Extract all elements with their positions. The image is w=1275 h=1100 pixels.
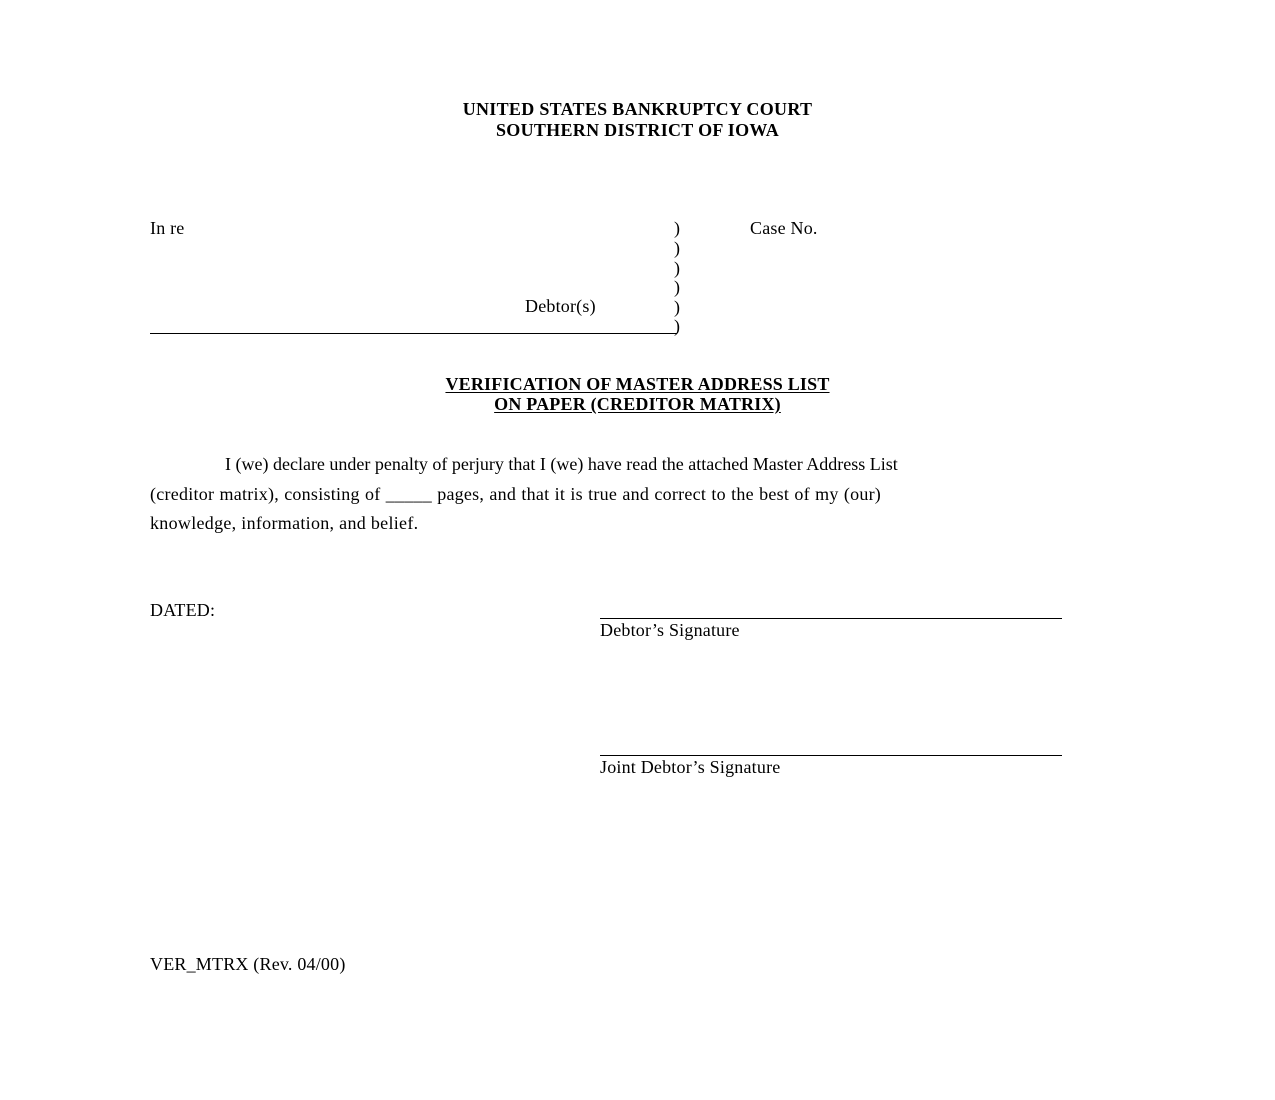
- caption-paren: ): [674, 277, 680, 297]
- declaration-line: I (we) declare under penalty of perjury that I (we) have read the attached Master Address List: [225, 454, 898, 474]
- form-identifier: VER_MTRX (Rev. 04/00): [150, 954, 346, 974]
- case-number-label: Case No.: [750, 218, 818, 238]
- joint-debtor-signature-label: Joint Debtor’s Signature: [600, 757, 781, 777]
- declaration-line: (creditor matrix), consisting of _____ pages, and that it is true and correct to the best of my (our): [150, 483, 882, 504]
- caption-paren: ): [674, 316, 680, 336]
- declaration-paragraph: [150, 450, 1135, 539]
- debtor-signature-label: Debtor’s Signature: [600, 620, 740, 640]
- declaration-line: knowledge, information, and belief.: [150, 513, 419, 533]
- caption-paren: ): [674, 258, 680, 278]
- caption-rule: [150, 333, 677, 334]
- dated-label: DATED:: [150, 600, 216, 620]
- caption-paren: ): [674, 297, 680, 317]
- caption-paren: ): [674, 238, 680, 258]
- in-re-label: In re: [150, 218, 185, 238]
- debtor-label: Debtor(s): [525, 296, 596, 316]
- debtor-signature-line[interactable]: [600, 618, 1062, 619]
- document-title-line1: VERIFICATION OF MASTER ADDRESS LIST: [445, 374, 830, 394]
- document-title-line2: ON PAPER (CREDITOR MATRIX): [494, 394, 781, 414]
- joint-debtor-signature-line[interactable]: [600, 755, 1062, 756]
- caption-paren: ): [674, 218, 680, 238]
- court-name: UNITED STATES BANKRUPTCY COURT: [462, 99, 813, 119]
- court-district: SOUTHERN DISTRICT OF IOWA: [495, 120, 780, 140]
